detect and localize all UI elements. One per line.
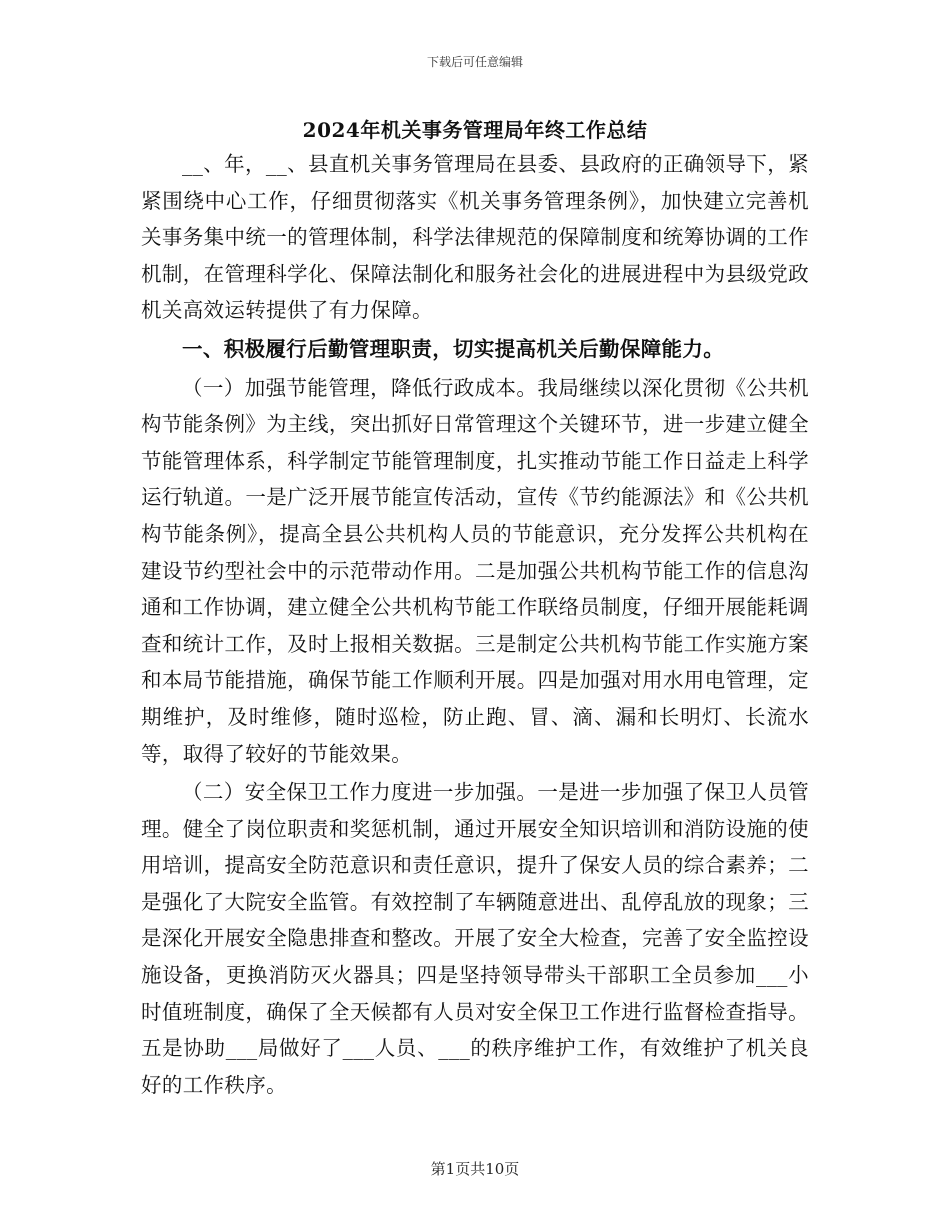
document-body	[141, 146, 809, 1103]
header-note: 下载后可任意编辑	[426, 55, 523, 69]
section-1-paragraph-2: （二）安全保卫工作力度进一步加强。一是进一步加强了保卫人员管理。健全了岗位职责和奖惩机制，通过开展安全知识培训和消防设施的使用培训，提高安全防范意识和责任意识，提升了保安人员的综合素养；二是强化了大院安全监管。有效控制了车辆随意进出、乱停乱放的现象；三是深化开展安全隐患排查和整改。开展了安全大检查，完善了安全监控设施设备，更换消防灭火器具；四是坚持领导带头干部职工全员参加___小时值班制度，确保了全天候都有人员对安全保卫工作进行监督检查指导。五是协助___局做好了___人员、___的秩序维护工作，有效维护了机关良好的工作秩序。	[141, 780, 809, 1097]
page-number: 第1页共10页	[430, 1160, 520, 1178]
section-1-paragraph-1: （一）加强节能管理，降低行政成本。我局继续以深化贯彻《公共机构节能条例》为主线，突出抓好日常管理这个关键环节，进一步建立健全节能管理体系，科学制定节能管理制度，扎实推动节能工作日益走上科学运行轨道。一是广泛开展节能宣传活动，宣传《节约能源法》和《公共机构节能条例》，提高全县公共机构人员的节能意识，充分发挥公共机构在建设节约型社会中的示范带动作用。二是加强公共机构节能工作的信息沟通和工作协调，建立健全公共机构节能工作联络员制度，仔细开展能耗调查和统计工作，及时上报相关数据。三是制定公共机构节能工作实施方案和本局节能措施，确保节能工作顺利开展。四是加强对用水用电管理，定期维护，及时维修，随时巡检，防止跑、冒、滴、漏和长明灯、长流水等，取得了较好的节能效果。	[141, 375, 809, 766]
document-title: 2024年机关事务管理局年终工作总结	[302, 118, 648, 142]
section-1-heading: 一、积极履行后勤管理职责，切实提高机关后勤保障能力。	[182, 336, 725, 361]
intro-paragraph: __、年，__、县直机关事务管理局在县委、县政府的正确领导下，紧紧围绕中心工作，仔细贯彻落实《机关事务管理条例》，加快建立完善机关事务集中统一的管理体制，科学法律规范的保障制度和统筹协调的工作机制，在管理科学化、保障法制化和服务社会化的进展进程中为县级党政机关高效运转提供了有力保障。	[141, 152, 809, 323]
